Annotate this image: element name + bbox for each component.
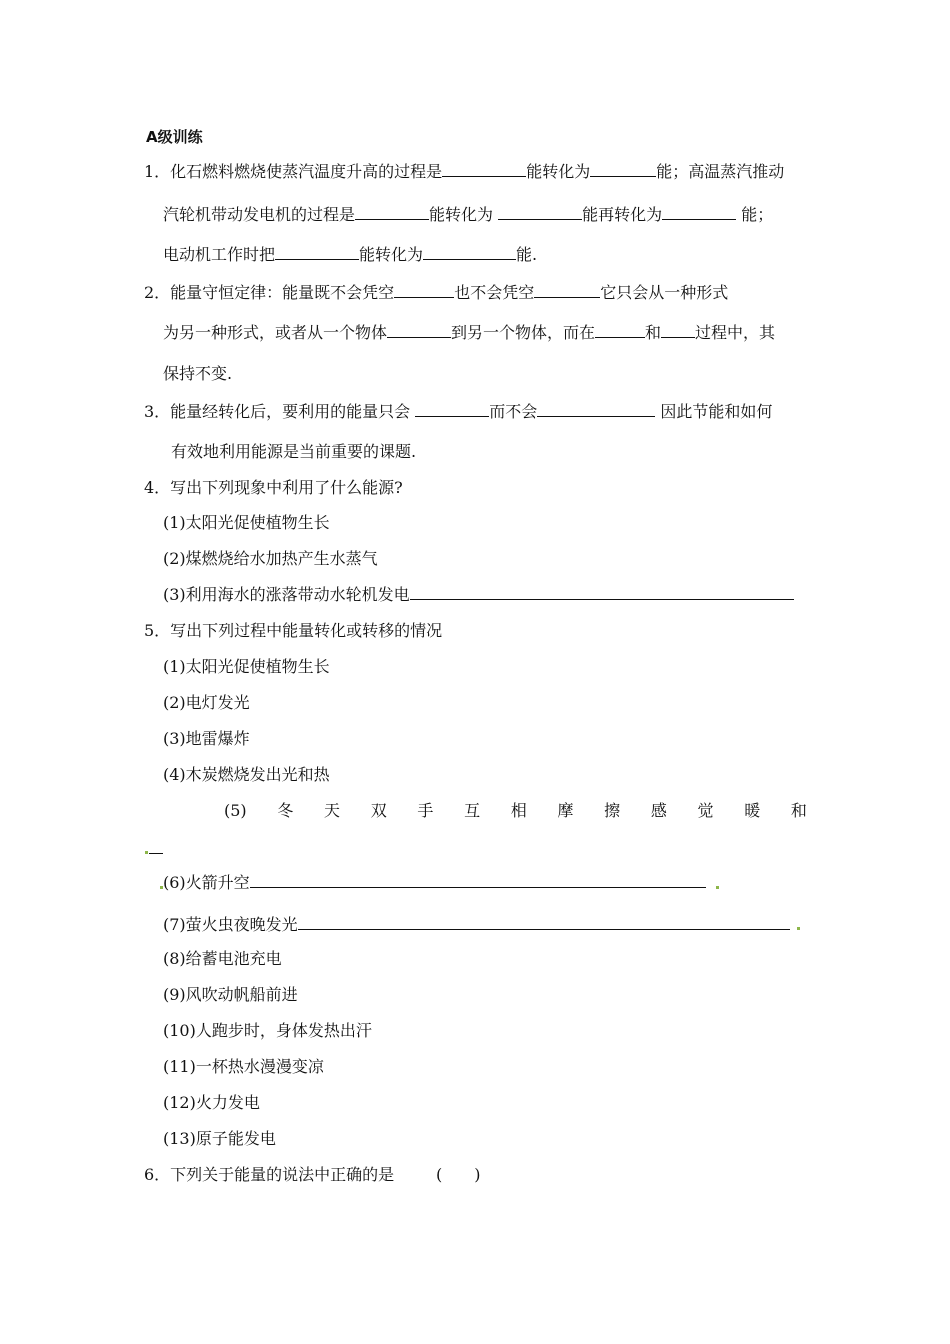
marker-dot bbox=[797, 927, 800, 930]
q5-item5-char: 和 bbox=[790, 801, 807, 820]
q3-line1 bbox=[144, 401, 772, 423]
blank[interactable] bbox=[423, 244, 516, 260]
q2-text: 它只会从一种形式 bbox=[600, 283, 729, 302]
q6-stem: 6．下列关于能量的说法中正确的是 bbox=[144, 1165, 395, 1184]
blank[interactable] bbox=[534, 282, 600, 298]
q5-item5-char: 双 bbox=[370, 801, 387, 820]
q3-text: 因此节能和如何 bbox=[655, 402, 773, 421]
q3-line2: 有效地利用能源是当前重要的课题. bbox=[171, 442, 417, 461]
q1-text: 能转化为 bbox=[359, 245, 424, 264]
q1-text: 电动机工作时把 bbox=[163, 245, 276, 264]
q5-item5-char: (5) bbox=[224, 801, 247, 820]
q4-item-text: (3)利用海水的涨落带动水轮机发电 bbox=[163, 585, 410, 604]
q5-item: (4)木炭燃烧发出光和热 bbox=[163, 765, 330, 784]
q2-text: 到另一个物体，而在 bbox=[451, 323, 596, 342]
blank[interactable] bbox=[442, 161, 526, 177]
q4-item: (1)太阳光促使植物生长 bbox=[163, 513, 330, 532]
q5-item-text: (6)火箭升空 bbox=[163, 873, 250, 892]
blank[interactable] bbox=[537, 401, 655, 417]
q5-item-6 bbox=[163, 872, 706, 894]
q5-item: (11)一杯热水漫漫变凉 bbox=[163, 1057, 324, 1076]
q5-item5-char: 感 bbox=[650, 801, 667, 820]
q4-item: (2)煤燃烧给水加热产生水蒸气 bbox=[163, 549, 378, 568]
q5-item5-char: 天 bbox=[324, 801, 341, 820]
q1-text: 能转化为 bbox=[429, 205, 499, 224]
section-heading: A级训练 bbox=[146, 128, 203, 146]
q2-text: 过程中，其 bbox=[695, 323, 776, 342]
q2-text: 和 bbox=[645, 323, 662, 342]
q1-text: 能. bbox=[516, 245, 538, 264]
q5-item5-char: 擦 bbox=[604, 801, 621, 820]
blank[interactable] bbox=[415, 401, 489, 417]
q5-item: (12)火力发电 bbox=[163, 1093, 260, 1112]
q5-item5-char: 冬 bbox=[277, 801, 294, 820]
q5-item5-char: 暖 bbox=[744, 801, 761, 820]
q3-text: 而不会 bbox=[489, 402, 538, 421]
q1-text-b: 能转化为 bbox=[526, 162, 591, 181]
blank[interactable] bbox=[595, 322, 645, 338]
q1-line3 bbox=[163, 244, 537, 266]
q4-item-3 bbox=[163, 584, 794, 606]
blank[interactable] bbox=[661, 322, 695, 338]
answer-line[interactable] bbox=[149, 853, 163, 854]
marker-dot bbox=[716, 886, 719, 889]
blank[interactable] bbox=[394, 282, 454, 298]
q5-item: (1)太阳光促使植物生长 bbox=[163, 657, 330, 676]
q5-item: (10)人跑步时，身体发热出汗 bbox=[163, 1021, 372, 1040]
q1-text: 能再转化为 bbox=[582, 205, 663, 224]
blank[interactable] bbox=[355, 204, 429, 220]
answer-line[interactable] bbox=[410, 584, 794, 600]
blank[interactable] bbox=[662, 204, 736, 220]
answer-parentheses[interactable]: ( ) bbox=[436, 1165, 481, 1184]
answer-line[interactable] bbox=[250, 872, 706, 888]
q1-line1 bbox=[144, 161, 784, 183]
q1-text: 汽轮机带动发电机的过程是 bbox=[163, 205, 356, 224]
q2-line2 bbox=[163, 322, 775, 344]
q4-stem: 4．写出下列现象中利用了什么能源? bbox=[144, 478, 403, 497]
q5-item5-char: 手 bbox=[417, 801, 434, 820]
blank[interactable] bbox=[275, 244, 359, 260]
q5-stem: 5．写出下列过程中能量转化或转移的情况 bbox=[144, 621, 443, 640]
q1-text: 能； bbox=[736, 205, 774, 224]
blank[interactable] bbox=[498, 204, 582, 220]
q5-item5-char: 摩 bbox=[557, 801, 574, 820]
q5-item5-char: 互 bbox=[464, 801, 481, 820]
q2-text: 也不会凭空 bbox=[454, 283, 535, 302]
q3-text: 3．能量经转化后，要利用的能量只会 bbox=[144, 402, 416, 421]
q2-line3: 保持不变. bbox=[163, 364, 233, 383]
q5-item5-char: 相 bbox=[510, 801, 527, 820]
q5-item: (13)原子能发电 bbox=[163, 1129, 276, 1148]
q5-item: (2)电灯发光 bbox=[163, 693, 250, 712]
q2-text: 2．能量守恒定律：能量既不会凭空 bbox=[144, 283, 395, 302]
q5-item: (9)风吹动帆船前进 bbox=[163, 985, 298, 1004]
q5-item-5-spread bbox=[224, 800, 807, 822]
q5-item5-char: 觉 bbox=[697, 801, 714, 820]
q5-item-text: (7)萤火虫夜晚发光 bbox=[163, 915, 298, 934]
q2-line1 bbox=[144, 282, 728, 304]
q5-item: (8)给蓄电池充电 bbox=[163, 949, 282, 968]
blank[interactable] bbox=[387, 322, 451, 338]
blank[interactable] bbox=[590, 161, 656, 177]
answer-line[interactable] bbox=[298, 914, 790, 930]
q2-text: 为另一种形式，或者从一个物体 bbox=[163, 323, 388, 342]
q1-text-a: 1．化石燃料燃烧使蒸汽温度升高的过程是 bbox=[144, 162, 443, 181]
q5-item: (3)地雷爆炸 bbox=[163, 729, 250, 748]
marker-dot bbox=[145, 851, 148, 854]
q1-line2 bbox=[163, 204, 773, 226]
q5-item-7 bbox=[163, 914, 790, 936]
q1-text-c: 能；高温蒸汽推动 bbox=[656, 162, 785, 181]
